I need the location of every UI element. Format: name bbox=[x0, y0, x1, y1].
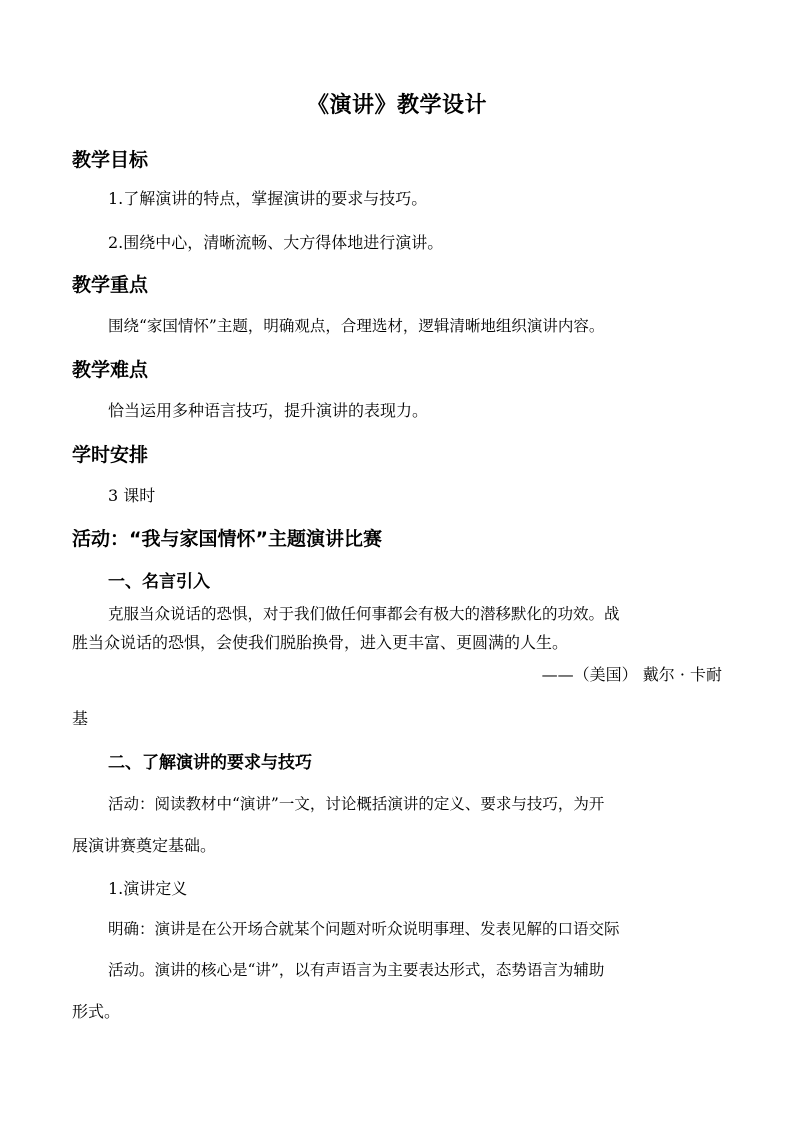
page-title: 《演讲》教学设计 bbox=[306, 93, 487, 118]
quote-line-1: 克服当众说话的恐惧，对于我们做任何事都会有极大的潜移默化的功效。战 bbox=[108, 605, 620, 623]
quote-line-2: 胜当众说话的恐惧，会使我们脱胎换骨，进入更丰富、更圆满的人生。 bbox=[72, 633, 569, 652]
section-2-heading: 二、了解演讲的要求与技巧 bbox=[108, 753, 312, 773]
objectives-heading: 教学目标 bbox=[72, 149, 149, 171]
objective-item-1: 1.了解演讲的特点，掌握演讲的要求与技巧。 bbox=[108, 189, 428, 208]
key-points-heading: 教学重点 bbox=[72, 274, 149, 296]
section-2-para-line-1: 活动：阅读教材中“演讲”一文，讨论概括演讲的定义、要求与技巧，为开 bbox=[108, 795, 605, 813]
schedule-heading: 学时安排 bbox=[72, 444, 149, 466]
difficulties-text: 恰当运用多种语言技巧，提升演讲的表现力。 bbox=[108, 401, 429, 420]
section-1-heading: 一、名言引入 bbox=[108, 572, 210, 592]
difficulties-heading: 教学难点 bbox=[72, 359, 149, 381]
definition-line-1: 明确：演讲是在公开场合就某个问题对听众说明事理、发表见解的口语交际 bbox=[108, 920, 620, 938]
schedule-text: 3 课时 bbox=[108, 486, 156, 505]
activity-heading: 活动：“我与家国情怀”主题演讲比赛 bbox=[72, 528, 382, 550]
quote-attribution-line-1: ——（美国） 戴尔 · 卡耐 bbox=[541, 665, 722, 684]
definition-line-3: 形式。 bbox=[72, 1002, 121, 1021]
key-points-text: 围绕“家国情怀”主题，明确观点，合理选材，逻辑清晰地组织演讲内容。 bbox=[108, 317, 605, 335]
definition-line-2: 活动。演讲的核心是“讲”，以有声语言为主要表达形式，态势语言为辅助 bbox=[108, 961, 605, 979]
objective-item-2: 2.围绕中心，清晰流畅、大方得体地进行演讲。 bbox=[108, 233, 444, 252]
quote-attribution-line-2: 基 bbox=[72, 709, 89, 728]
definition-subheading: 1.演讲定义 bbox=[108, 879, 188, 898]
section-2-para-line-2: 展演讲赛奠定基础。 bbox=[72, 836, 217, 855]
